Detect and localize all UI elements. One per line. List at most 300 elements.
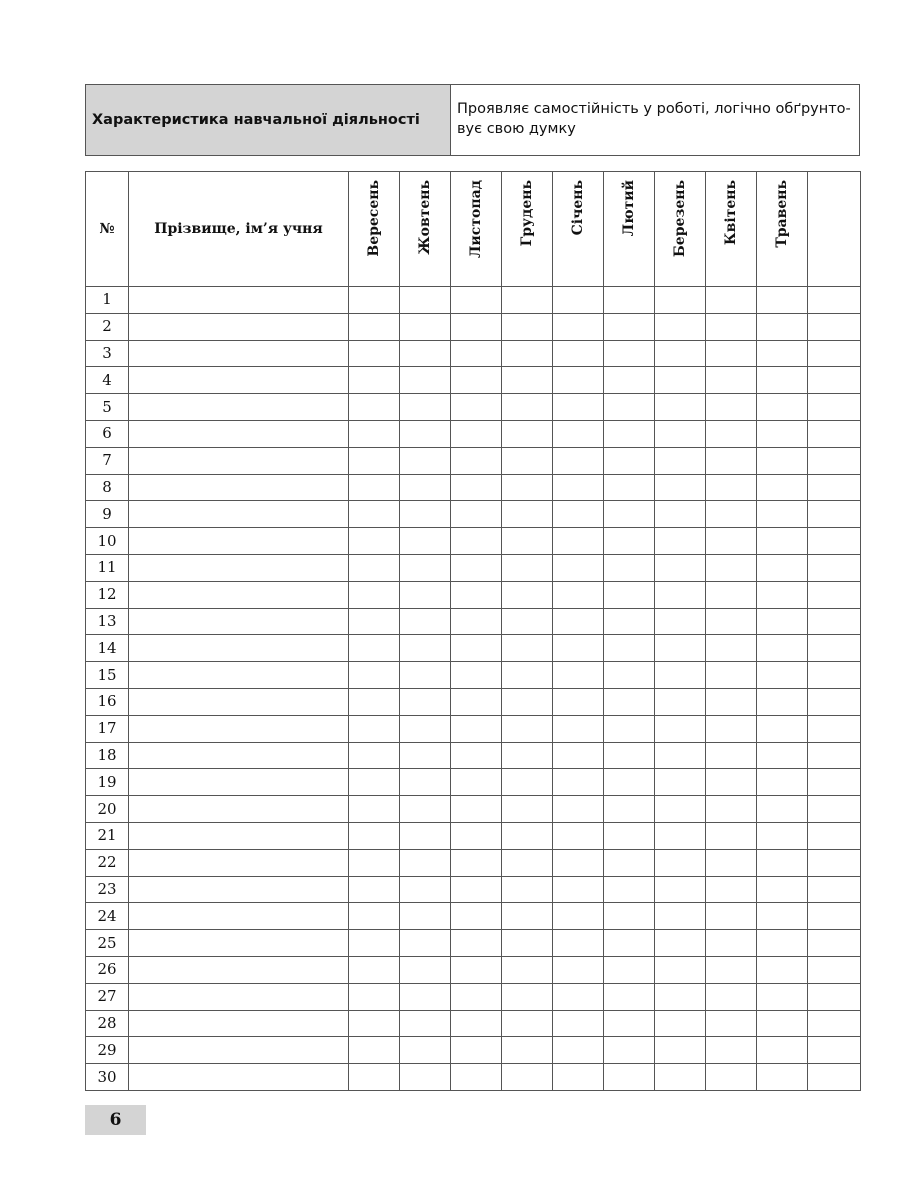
month-grade-cell[interactable] [553, 554, 604, 581]
month-grade-cell[interactable] [655, 715, 706, 742]
month-grade-cell[interactable] [349, 340, 400, 367]
month-grade-cell[interactable] [808, 554, 861, 581]
month-grade-cell[interactable] [400, 528, 451, 555]
month-grade-cell[interactable] [757, 1010, 808, 1037]
month-grade-cell[interactable] [553, 313, 604, 340]
student-name-cell[interactable] [129, 581, 349, 608]
month-grade-cell[interactable] [451, 688, 502, 715]
month-grade-cell[interactable] [757, 447, 808, 474]
month-grade-cell[interactable] [451, 528, 502, 555]
month-grade-cell[interactable] [400, 340, 451, 367]
month-grade-cell[interactable] [706, 367, 757, 394]
month-grade-cell[interactable] [502, 769, 553, 796]
month-grade-cell[interactable] [349, 420, 400, 447]
student-name-cell[interactable] [129, 367, 349, 394]
month-grade-cell[interactable] [349, 1037, 400, 1064]
month-grade-cell[interactable] [655, 983, 706, 1010]
month-grade-cell[interactable] [451, 715, 502, 742]
month-grade-cell[interactable] [757, 930, 808, 957]
month-grade-cell[interactable] [349, 447, 400, 474]
month-grade-cell[interactable] [757, 769, 808, 796]
month-grade-cell[interactable] [400, 715, 451, 742]
month-grade-cell[interactable] [400, 956, 451, 983]
student-name-cell[interactable] [129, 554, 349, 581]
month-grade-cell[interactable] [400, 930, 451, 957]
month-grade-cell[interactable] [349, 1010, 400, 1037]
month-grade-cell[interactable] [808, 796, 861, 823]
month-grade-cell[interactable] [553, 420, 604, 447]
month-grade-cell[interactable] [451, 287, 502, 314]
month-grade-cell[interactable] [604, 1064, 655, 1091]
student-name-cell[interactable] [129, 287, 349, 314]
student-name-cell[interactable] [129, 796, 349, 823]
month-grade-cell[interactable] [655, 876, 706, 903]
month-grade-cell[interactable] [655, 287, 706, 314]
month-grade-cell[interactable] [349, 983, 400, 1010]
month-grade-cell[interactable] [706, 742, 757, 769]
month-grade-cell[interactable] [349, 662, 400, 689]
month-grade-cell[interactable] [757, 367, 808, 394]
month-grade-cell[interactable] [706, 554, 757, 581]
month-grade-cell[interactable] [502, 501, 553, 528]
month-grade-cell[interactable] [553, 340, 604, 367]
month-grade-cell[interactable] [553, 742, 604, 769]
month-grade-cell[interactable] [502, 313, 553, 340]
month-grade-cell[interactable] [400, 662, 451, 689]
month-grade-cell[interactable] [349, 930, 400, 957]
month-grade-cell[interactable] [808, 742, 861, 769]
month-grade-cell[interactable] [757, 501, 808, 528]
month-grade-cell[interactable] [451, 447, 502, 474]
month-grade-cell[interactable] [808, 501, 861, 528]
month-grade-cell[interactable] [706, 849, 757, 876]
month-grade-cell[interactable] [808, 287, 861, 314]
month-grade-cell[interactable] [757, 983, 808, 1010]
month-grade-cell[interactable] [706, 1010, 757, 1037]
month-grade-cell[interactable] [757, 876, 808, 903]
month-grade-cell[interactable] [655, 822, 706, 849]
month-grade-cell[interactable] [502, 903, 553, 930]
month-grade-cell[interactable] [655, 420, 706, 447]
month-grade-cell[interactable] [604, 420, 655, 447]
month-grade-cell[interactable] [553, 876, 604, 903]
month-grade-cell[interactable] [451, 501, 502, 528]
month-grade-cell[interactable] [349, 608, 400, 635]
month-grade-cell[interactable] [808, 635, 861, 662]
month-grade-cell[interactable] [808, 715, 861, 742]
month-grade-cell[interactable] [553, 903, 604, 930]
month-grade-cell[interactable] [757, 394, 808, 421]
month-grade-cell[interactable] [706, 313, 757, 340]
month-grade-cell[interactable] [553, 501, 604, 528]
month-grade-cell[interactable] [400, 688, 451, 715]
month-grade-cell[interactable] [451, 983, 502, 1010]
month-grade-cell[interactable] [808, 420, 861, 447]
month-grade-cell[interactable] [400, 769, 451, 796]
month-grade-cell[interactable] [655, 608, 706, 635]
month-grade-cell[interactable] [502, 367, 553, 394]
month-grade-cell[interactable] [502, 956, 553, 983]
month-grade-cell[interactable] [451, 474, 502, 501]
month-grade-cell[interactable] [706, 822, 757, 849]
month-grade-cell[interactable] [553, 849, 604, 876]
month-grade-cell[interactable] [604, 983, 655, 1010]
student-name-cell[interactable] [129, 501, 349, 528]
month-grade-cell[interactable] [553, 956, 604, 983]
month-grade-cell[interactable] [451, 608, 502, 635]
month-grade-cell[interactable] [502, 876, 553, 903]
month-grade-cell[interactable] [706, 956, 757, 983]
month-grade-cell[interactable] [655, 474, 706, 501]
student-name-cell[interactable] [129, 715, 349, 742]
month-grade-cell[interactable] [604, 394, 655, 421]
student-name-cell[interactable] [129, 903, 349, 930]
month-grade-cell[interactable] [349, 1064, 400, 1091]
month-grade-cell[interactable] [757, 796, 808, 823]
student-name-cell[interactable] [129, 608, 349, 635]
month-grade-cell[interactable] [553, 1010, 604, 1037]
month-grade-cell[interactable] [349, 822, 400, 849]
month-grade-cell[interactable] [706, 930, 757, 957]
month-grade-cell[interactable] [553, 983, 604, 1010]
month-grade-cell[interactable] [655, 394, 706, 421]
month-grade-cell[interactable] [655, 581, 706, 608]
student-name-cell[interactable] [129, 742, 349, 769]
month-grade-cell[interactable] [502, 849, 553, 876]
month-grade-cell[interactable] [451, 1037, 502, 1064]
month-grade-cell[interactable] [349, 876, 400, 903]
month-grade-cell[interactable] [757, 1064, 808, 1091]
month-grade-cell[interactable] [706, 796, 757, 823]
month-grade-cell[interactable] [502, 420, 553, 447]
month-grade-cell[interactable] [502, 581, 553, 608]
month-grade-cell[interactable] [349, 313, 400, 340]
month-grade-cell[interactable] [706, 715, 757, 742]
month-grade-cell[interactable] [808, 822, 861, 849]
month-grade-cell[interactable] [349, 796, 400, 823]
month-grade-cell[interactable] [604, 715, 655, 742]
month-grade-cell[interactable] [808, 849, 861, 876]
month-grade-cell[interactable] [706, 769, 757, 796]
month-grade-cell[interactable] [400, 1037, 451, 1064]
month-grade-cell[interactable] [553, 930, 604, 957]
month-grade-cell[interactable] [400, 1010, 451, 1037]
month-grade-cell[interactable] [604, 501, 655, 528]
month-grade-cell[interactable] [706, 1037, 757, 1064]
month-grade-cell[interactable] [349, 554, 400, 581]
month-grade-cell[interactable] [808, 769, 861, 796]
month-grade-cell[interactable] [655, 930, 706, 957]
student-name-cell[interactable] [129, 688, 349, 715]
month-grade-cell[interactable] [349, 688, 400, 715]
month-grade-cell[interactable] [451, 554, 502, 581]
month-grade-cell[interactable] [808, 1037, 861, 1064]
month-grade-cell[interactable] [349, 635, 400, 662]
month-grade-cell[interactable] [400, 1064, 451, 1091]
month-grade-cell[interactable] [349, 394, 400, 421]
month-grade-cell[interactable] [553, 394, 604, 421]
month-grade-cell[interactable] [604, 822, 655, 849]
month-grade-cell[interactable] [400, 822, 451, 849]
month-grade-cell[interactable] [451, 956, 502, 983]
month-grade-cell[interactable] [553, 1037, 604, 1064]
month-grade-cell[interactable] [706, 876, 757, 903]
month-grade-cell[interactable] [451, 313, 502, 340]
month-grade-cell[interactable] [604, 1010, 655, 1037]
student-name-cell[interactable] [129, 313, 349, 340]
student-name-cell[interactable] [129, 1064, 349, 1091]
month-grade-cell[interactable] [757, 903, 808, 930]
month-grade-cell[interactable] [808, 903, 861, 930]
month-grade-cell[interactable] [757, 608, 808, 635]
month-grade-cell[interactable] [655, 688, 706, 715]
month-grade-cell[interactable] [553, 715, 604, 742]
student-name-cell[interactable] [129, 474, 349, 501]
month-grade-cell[interactable] [502, 742, 553, 769]
month-grade-cell[interactable] [451, 1010, 502, 1037]
month-grade-cell[interactable] [604, 447, 655, 474]
month-grade-cell[interactable] [400, 796, 451, 823]
month-grade-cell[interactable] [604, 287, 655, 314]
month-grade-cell[interactable] [604, 930, 655, 957]
month-grade-cell[interactable] [400, 420, 451, 447]
month-grade-cell[interactable] [451, 796, 502, 823]
month-grade-cell[interactable] [757, 1037, 808, 1064]
month-grade-cell[interactable] [553, 581, 604, 608]
month-grade-cell[interactable] [349, 715, 400, 742]
student-name-cell[interactable] [129, 662, 349, 689]
month-grade-cell[interactable] [502, 1037, 553, 1064]
month-grade-cell[interactable] [502, 1010, 553, 1037]
student-name-cell[interactable] [129, 1037, 349, 1064]
month-grade-cell[interactable] [808, 1064, 861, 1091]
month-grade-cell[interactable] [451, 367, 502, 394]
month-grade-cell[interactable] [451, 662, 502, 689]
month-grade-cell[interactable] [655, 903, 706, 930]
month-grade-cell[interactable] [757, 956, 808, 983]
month-grade-cell[interactable] [349, 501, 400, 528]
month-grade-cell[interactable] [808, 956, 861, 983]
month-grade-cell[interactable] [553, 769, 604, 796]
month-grade-cell[interactable] [757, 287, 808, 314]
month-grade-cell[interactable] [757, 715, 808, 742]
student-name-cell[interactable] [129, 394, 349, 421]
month-grade-cell[interactable] [757, 313, 808, 340]
month-grade-cell[interactable] [757, 822, 808, 849]
month-grade-cell[interactable] [349, 528, 400, 555]
month-grade-cell[interactable] [400, 903, 451, 930]
month-grade-cell[interactable] [808, 876, 861, 903]
month-grade-cell[interactable] [604, 635, 655, 662]
month-grade-cell[interactable] [655, 528, 706, 555]
month-grade-cell[interactable] [400, 287, 451, 314]
month-grade-cell[interactable] [706, 635, 757, 662]
month-grade-cell[interactable] [349, 474, 400, 501]
month-grade-cell[interactable] [451, 876, 502, 903]
month-grade-cell[interactable] [655, 1010, 706, 1037]
month-grade-cell[interactable] [604, 554, 655, 581]
month-grade-cell[interactable] [451, 769, 502, 796]
month-grade-cell[interactable] [757, 662, 808, 689]
month-grade-cell[interactable] [400, 581, 451, 608]
month-grade-cell[interactable] [502, 528, 553, 555]
month-grade-cell[interactable] [808, 528, 861, 555]
month-grade-cell[interactable] [604, 581, 655, 608]
student-name-cell[interactable] [129, 930, 349, 957]
month-grade-cell[interactable] [757, 742, 808, 769]
month-grade-cell[interactable] [349, 849, 400, 876]
month-grade-cell[interactable] [706, 688, 757, 715]
month-grade-cell[interactable] [400, 394, 451, 421]
month-grade-cell[interactable] [604, 956, 655, 983]
month-grade-cell[interactable] [706, 608, 757, 635]
month-grade-cell[interactable] [502, 715, 553, 742]
month-grade-cell[interactable] [553, 1064, 604, 1091]
month-grade-cell[interactable] [604, 688, 655, 715]
month-grade-cell[interactable] [604, 474, 655, 501]
month-grade-cell[interactable] [604, 796, 655, 823]
month-grade-cell[interactable] [655, 1037, 706, 1064]
month-grade-cell[interactable] [757, 474, 808, 501]
month-grade-cell[interactable] [451, 635, 502, 662]
month-grade-cell[interactable] [553, 474, 604, 501]
month-grade-cell[interactable] [604, 769, 655, 796]
month-grade-cell[interactable] [706, 1064, 757, 1091]
month-grade-cell[interactable] [808, 983, 861, 1010]
student-name-cell[interactable] [129, 983, 349, 1010]
month-grade-cell[interactable] [400, 554, 451, 581]
month-grade-cell[interactable] [706, 420, 757, 447]
student-name-cell[interactable] [129, 876, 349, 903]
month-grade-cell[interactable] [757, 340, 808, 367]
month-grade-cell[interactable] [655, 849, 706, 876]
month-grade-cell[interactable] [553, 367, 604, 394]
month-grade-cell[interactable] [502, 930, 553, 957]
month-grade-cell[interactable] [655, 662, 706, 689]
month-grade-cell[interactable] [451, 420, 502, 447]
month-grade-cell[interactable] [757, 688, 808, 715]
month-grade-cell[interactable] [451, 340, 502, 367]
month-grade-cell[interactable] [655, 796, 706, 823]
month-grade-cell[interactable] [400, 367, 451, 394]
month-grade-cell[interactable] [349, 769, 400, 796]
month-grade-cell[interactable] [400, 635, 451, 662]
month-grade-cell[interactable] [502, 822, 553, 849]
month-grade-cell[interactable] [502, 394, 553, 421]
month-grade-cell[interactable] [400, 474, 451, 501]
month-grade-cell[interactable] [400, 876, 451, 903]
student-name-cell[interactable] [129, 1010, 349, 1037]
month-grade-cell[interactable] [502, 447, 553, 474]
student-name-cell[interactable] [129, 447, 349, 474]
month-grade-cell[interactable] [604, 608, 655, 635]
month-grade-cell[interactable] [706, 662, 757, 689]
student-name-cell[interactable] [129, 420, 349, 447]
month-grade-cell[interactable] [808, 313, 861, 340]
month-grade-cell[interactable] [808, 340, 861, 367]
month-grade-cell[interactable] [757, 420, 808, 447]
month-grade-cell[interactable] [451, 742, 502, 769]
month-grade-cell[interactable] [655, 340, 706, 367]
month-grade-cell[interactable] [502, 796, 553, 823]
month-grade-cell[interactable] [706, 983, 757, 1010]
month-grade-cell[interactable] [706, 528, 757, 555]
month-grade-cell[interactable] [604, 367, 655, 394]
month-grade-cell[interactable] [706, 447, 757, 474]
month-grade-cell[interactable] [502, 635, 553, 662]
month-grade-cell[interactable] [400, 983, 451, 1010]
month-grade-cell[interactable] [553, 662, 604, 689]
month-grade-cell[interactable] [655, 635, 706, 662]
month-grade-cell[interactable] [502, 287, 553, 314]
month-grade-cell[interactable] [502, 474, 553, 501]
month-grade-cell[interactable] [451, 903, 502, 930]
month-grade-cell[interactable] [808, 608, 861, 635]
month-grade-cell[interactable] [502, 554, 553, 581]
month-grade-cell[interactable] [808, 447, 861, 474]
month-grade-cell[interactable] [757, 849, 808, 876]
month-grade-cell[interactable] [655, 447, 706, 474]
month-grade-cell[interactable] [451, 822, 502, 849]
month-grade-cell[interactable] [349, 956, 400, 983]
student-name-cell[interactable] [129, 769, 349, 796]
month-grade-cell[interactable] [553, 447, 604, 474]
month-grade-cell[interactable] [604, 876, 655, 903]
month-grade-cell[interactable] [502, 983, 553, 1010]
month-grade-cell[interactable] [808, 662, 861, 689]
month-grade-cell[interactable] [757, 581, 808, 608]
month-grade-cell[interactable] [706, 394, 757, 421]
month-grade-cell[interactable] [349, 742, 400, 769]
month-grade-cell[interactable] [553, 287, 604, 314]
month-grade-cell[interactable] [400, 501, 451, 528]
month-grade-cell[interactable] [349, 367, 400, 394]
month-grade-cell[interactable] [604, 849, 655, 876]
month-grade-cell[interactable] [400, 608, 451, 635]
month-grade-cell[interactable] [604, 528, 655, 555]
student-name-cell[interactable] [129, 340, 349, 367]
month-grade-cell[interactable] [553, 528, 604, 555]
month-grade-cell[interactable] [604, 903, 655, 930]
month-grade-cell[interactable] [655, 501, 706, 528]
month-grade-cell[interactable] [757, 554, 808, 581]
month-grade-cell[interactable] [706, 581, 757, 608]
month-grade-cell[interactable] [451, 930, 502, 957]
month-grade-cell[interactable] [655, 742, 706, 769]
month-grade-cell[interactable] [808, 930, 861, 957]
month-grade-cell[interactable] [655, 769, 706, 796]
month-grade-cell[interactable] [451, 394, 502, 421]
month-grade-cell[interactable] [502, 608, 553, 635]
month-grade-cell[interactable] [349, 581, 400, 608]
month-grade-cell[interactable] [808, 581, 861, 608]
month-grade-cell[interactable] [655, 956, 706, 983]
month-grade-cell[interactable] [502, 662, 553, 689]
month-grade-cell[interactable] [400, 313, 451, 340]
month-grade-cell[interactable] [706, 474, 757, 501]
month-grade-cell[interactable] [808, 1010, 861, 1037]
month-grade-cell[interactable] [553, 608, 604, 635]
month-grade-cell[interactable] [349, 903, 400, 930]
month-grade-cell[interactable] [706, 287, 757, 314]
month-grade-cell[interactable] [706, 340, 757, 367]
month-grade-cell[interactable] [400, 447, 451, 474]
month-grade-cell[interactable] [349, 287, 400, 314]
month-grade-cell[interactable] [553, 796, 604, 823]
month-grade-cell[interactable] [553, 688, 604, 715]
month-grade-cell[interactable] [706, 903, 757, 930]
month-grade-cell[interactable] [502, 340, 553, 367]
